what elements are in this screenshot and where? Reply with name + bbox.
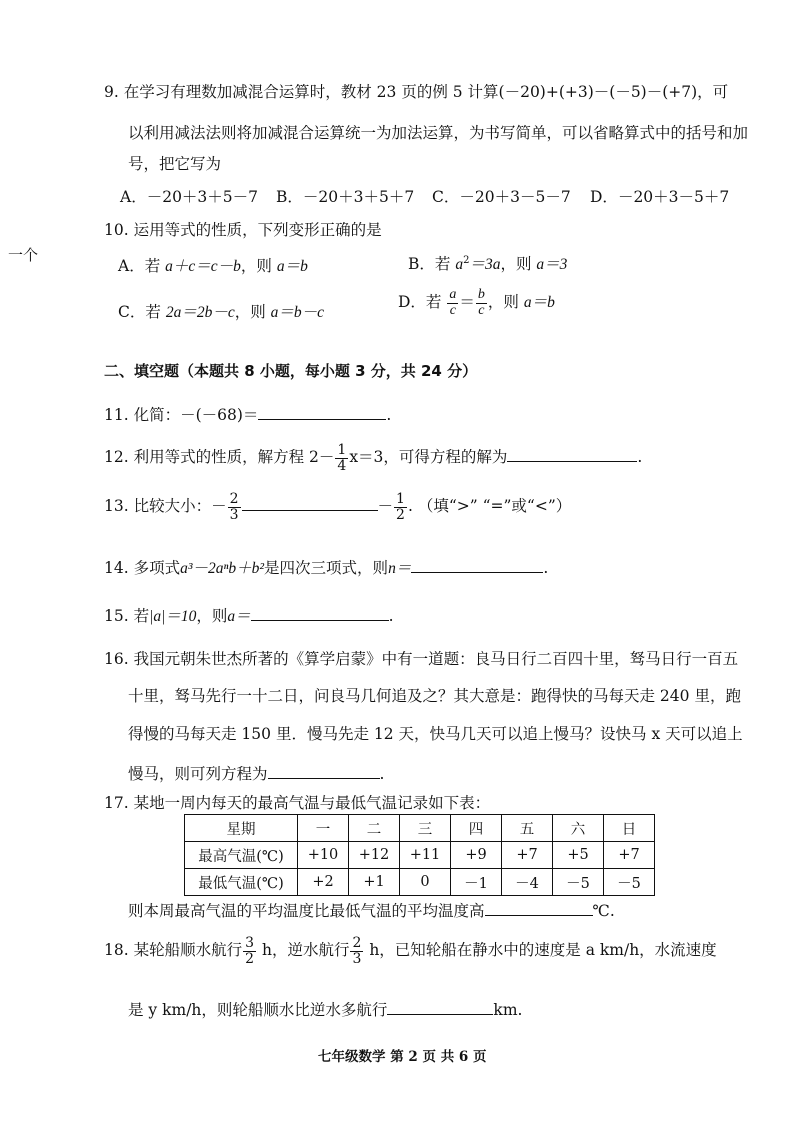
table-cell: +9 xyxy=(451,842,502,869)
page-footer: 七年级数学 第 2 页 共 6 页 xyxy=(318,1049,487,1065)
table-row xyxy=(185,842,655,869)
q18-line2: 是 y km/h，则轮船顺水比逆水多航行 km. xyxy=(128,1001,523,1019)
q16-answer-blank[interactable] xyxy=(268,764,380,779)
q14: 14. 多项式a³－2aⁿb＋b²是四次三项式，则n＝ . xyxy=(104,559,549,577)
q10-option-c: C．若 2a＝2b－c，则 a＝b－c xyxy=(118,303,325,321)
table-cell: 二 xyxy=(349,815,400,842)
table-cell: 0 xyxy=(400,869,451,896)
q16-line1: 16. 我国元朝朱世杰所著的《算学启蒙》中有一道题：良马日行二百四十里，驽马日行一百五 xyxy=(104,650,739,668)
q15-answer-blank[interactable] xyxy=(251,606,389,621)
q18-answer-blank[interactable] xyxy=(387,1000,493,1015)
q9-line2: 以利用减法法则将加减混合运算统一为加法运算，为书写简单，可以省略算式中的括号和加 xyxy=(128,124,749,142)
q11: 11. 化简：－(－68)＝ . xyxy=(104,406,392,424)
section-2-heading: 二、填空题（本题共 8 小题，每小题 3 分，共 24 分） xyxy=(104,362,478,380)
q10-number: 10. xyxy=(104,221,129,239)
margin-mark: 一个 xyxy=(8,246,39,264)
table-cell: +11 xyxy=(400,842,451,869)
q10-stem: 10. 运用等式的性质，下列变形正确的是 xyxy=(104,221,382,239)
q14-answer-blank[interactable] xyxy=(411,558,543,573)
table-cell: －1 xyxy=(451,869,502,896)
q17-temperature-table xyxy=(184,814,655,896)
q12: 12. 利用等式的性质，解方程 2－ $\frac{1}{4}$ x＝3，可得方程的解为 . xyxy=(104,442,643,474)
table-cell: 星期 xyxy=(185,815,298,842)
table-cell: +7 xyxy=(502,842,553,869)
table-cell: 五 xyxy=(502,815,553,842)
table-cell: 三 xyxy=(400,815,451,842)
q16-line2: 十里，驽马先行一十二日，问良马几何追及之？其大意是：跑得快的马每天走 240 里，跑 xyxy=(128,687,741,705)
table-cell: －5 xyxy=(553,869,604,896)
q9-option-b: B．－20＋3＋5＋7 xyxy=(276,188,415,206)
q9-option-c: C．－20＋3－5－7 xyxy=(432,188,571,206)
q11-answer-blank[interactable] xyxy=(258,405,386,420)
q16-line4: 慢马，则可列方程为 . xyxy=(128,765,385,783)
table-cell: 最高气温(℃) xyxy=(185,842,298,869)
table-cell: 一 xyxy=(298,815,349,842)
q10-option-a: A．若 a＋c＝c－b，则 a＝b xyxy=(118,257,308,275)
table-cell: －5 xyxy=(604,869,655,896)
table-cell: 日 xyxy=(604,815,655,842)
table-cell: +1 xyxy=(349,869,400,896)
q9-option-d: D．－20＋3－5＋7 xyxy=(590,188,730,206)
table-cell: －4 xyxy=(502,869,553,896)
q13: 13. 比较大小：－ $\frac{2}{3}$ － $\frac{1}{2}$ . （填“>” “=”或“<”） xyxy=(104,491,572,523)
table-cell: +10 xyxy=(298,842,349,869)
q12-answer-blank[interactable] xyxy=(507,447,637,462)
q9-option-a: A．－20＋3＋5－7 xyxy=(120,188,259,206)
q10-option-d: D．若 $\frac{a}{c}$ ＝ $\frac{b}{c}$ ，则 a＝b xyxy=(398,287,555,318)
table-cell: 六 xyxy=(553,815,604,842)
q9-line3: 号，把它写为 xyxy=(128,155,222,173)
q17-stem: 17. 某地一周内每天的最高气温与最低气温记录如下表： xyxy=(104,794,491,812)
q18-line1: 18. 某轮船顺水航行 $\frac{3}{2}$ h，逆水航行 $\frac{2}{3}$ h，已知轮船在静水中的速度是 a km/h，水流速度 xyxy=(104,935,717,967)
table-cell: +5 xyxy=(553,842,604,869)
table-cell: +12 xyxy=(349,842,400,869)
q9-text-1: 在学习有理数加减混合运算时，教材 23 页的例 5 计算(－20)+(+3)－(－5)－(+7)，可 xyxy=(123,83,729,101)
q10-option-b: B．若 $a^2=3a$，则 a＝3 xyxy=(408,254,568,273)
table-cell: +7 xyxy=(604,842,655,869)
q16-line3: 得慢的马每天走 150 里．慢马先走 12 天，快马几天可以追上慢马？设快马 x 天可以追上 xyxy=(128,725,743,743)
q17-tail: 则本周最高气温的平均温度比最低气温的平均温度高 ℃. xyxy=(128,902,615,920)
q9-number: 9. xyxy=(104,83,119,101)
q9-line1 xyxy=(104,80,728,102)
table-row xyxy=(185,869,655,896)
table-header-row xyxy=(185,815,655,842)
q17-answer-blank[interactable] xyxy=(485,901,593,916)
q13-answer-blank[interactable] xyxy=(242,496,378,511)
table-cell: 四 xyxy=(451,815,502,842)
table-cell: +2 xyxy=(298,869,349,896)
table-cell: 最低气温(℃) xyxy=(185,869,298,896)
q15: 15. 若|a|＝10，则a＝ . xyxy=(104,607,394,625)
